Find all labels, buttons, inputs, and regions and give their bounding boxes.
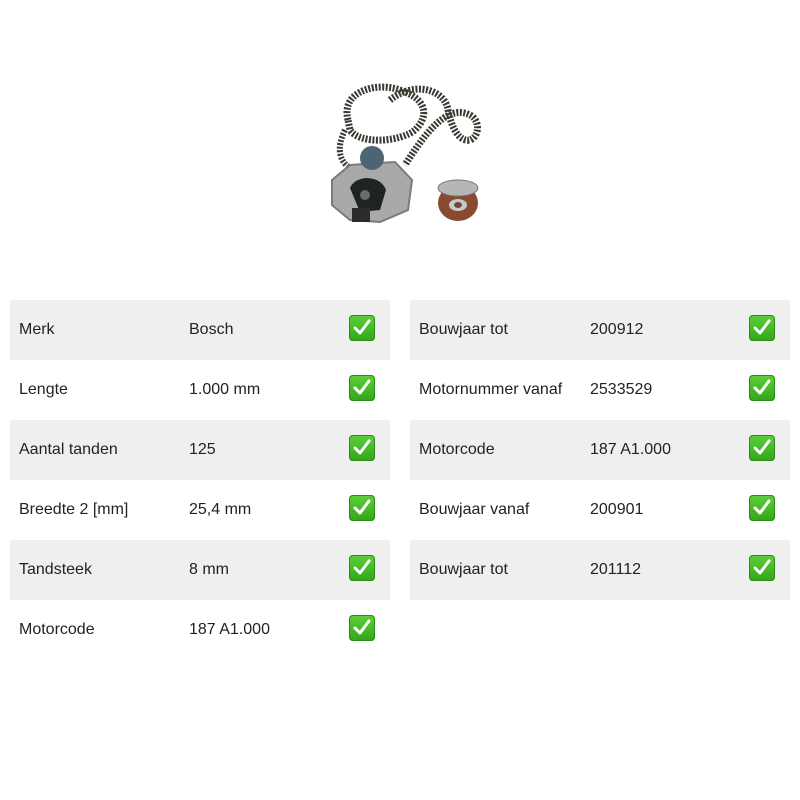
check-icon (749, 495, 775, 521)
spec-label: Bouwjaar tot (419, 561, 508, 578)
spec-value: Bosch (189, 321, 234, 338)
spec-value: 1.000 mm (189, 381, 261, 398)
spec-row (410, 360, 790, 420)
spec-value: 200901 (590, 501, 644, 518)
spec-value: 125 (189, 441, 216, 458)
spec-label: Merk (19, 321, 55, 338)
spec-value: 200912 (590, 321, 644, 338)
spec-row (10, 540, 390, 600)
spec-label: Motorcode (19, 621, 95, 638)
product-image (320, 70, 490, 240)
check-icon (349, 555, 375, 581)
spec-value: 8 mm (189, 561, 229, 578)
check-icon (349, 495, 375, 521)
check-icon (749, 375, 775, 401)
check-icon (749, 555, 775, 581)
spec-label: Tandsteek (19, 561, 92, 578)
check-icon (349, 435, 375, 461)
right-spec-table (410, 300, 790, 600)
spec-value: 187 A1.000 (590, 441, 671, 458)
spec-label: Breedte 2 [mm] (19, 501, 129, 518)
check-icon (349, 375, 375, 401)
check-icon (749, 435, 775, 461)
check-icon (349, 315, 375, 341)
spec-row (410, 540, 790, 600)
spec-row (410, 420, 790, 480)
spec-value: 2533529 (590, 381, 653, 398)
spec-row (10, 420, 390, 480)
spec-row (10, 360, 390, 420)
spec-label: Aantal tanden (19, 441, 118, 458)
spec-label: Bouwjaar tot (419, 321, 508, 338)
timing-belt (347, 87, 424, 140)
spec-label: Motornummer vanaf (419, 381, 563, 398)
left-spec-table (10, 300, 390, 660)
spec-label: Lengte (19, 381, 68, 398)
check-icon (349, 615, 375, 641)
tensioner-pulley (438, 180, 478, 221)
spec-label: Motorcode (419, 441, 495, 458)
spec-value: 187 A1.000 (189, 621, 270, 638)
spec-row (410, 300, 790, 360)
spec-row (10, 600, 390, 660)
spec-row (10, 300, 390, 360)
spec-value: 201112 (590, 561, 642, 578)
spec-row (10, 480, 390, 540)
spec-value: 25,4 mm (189, 501, 252, 518)
check-icon (749, 315, 775, 341)
spec-label: Bouwjaar vanaf (419, 501, 530, 518)
spec-row (410, 480, 790, 540)
